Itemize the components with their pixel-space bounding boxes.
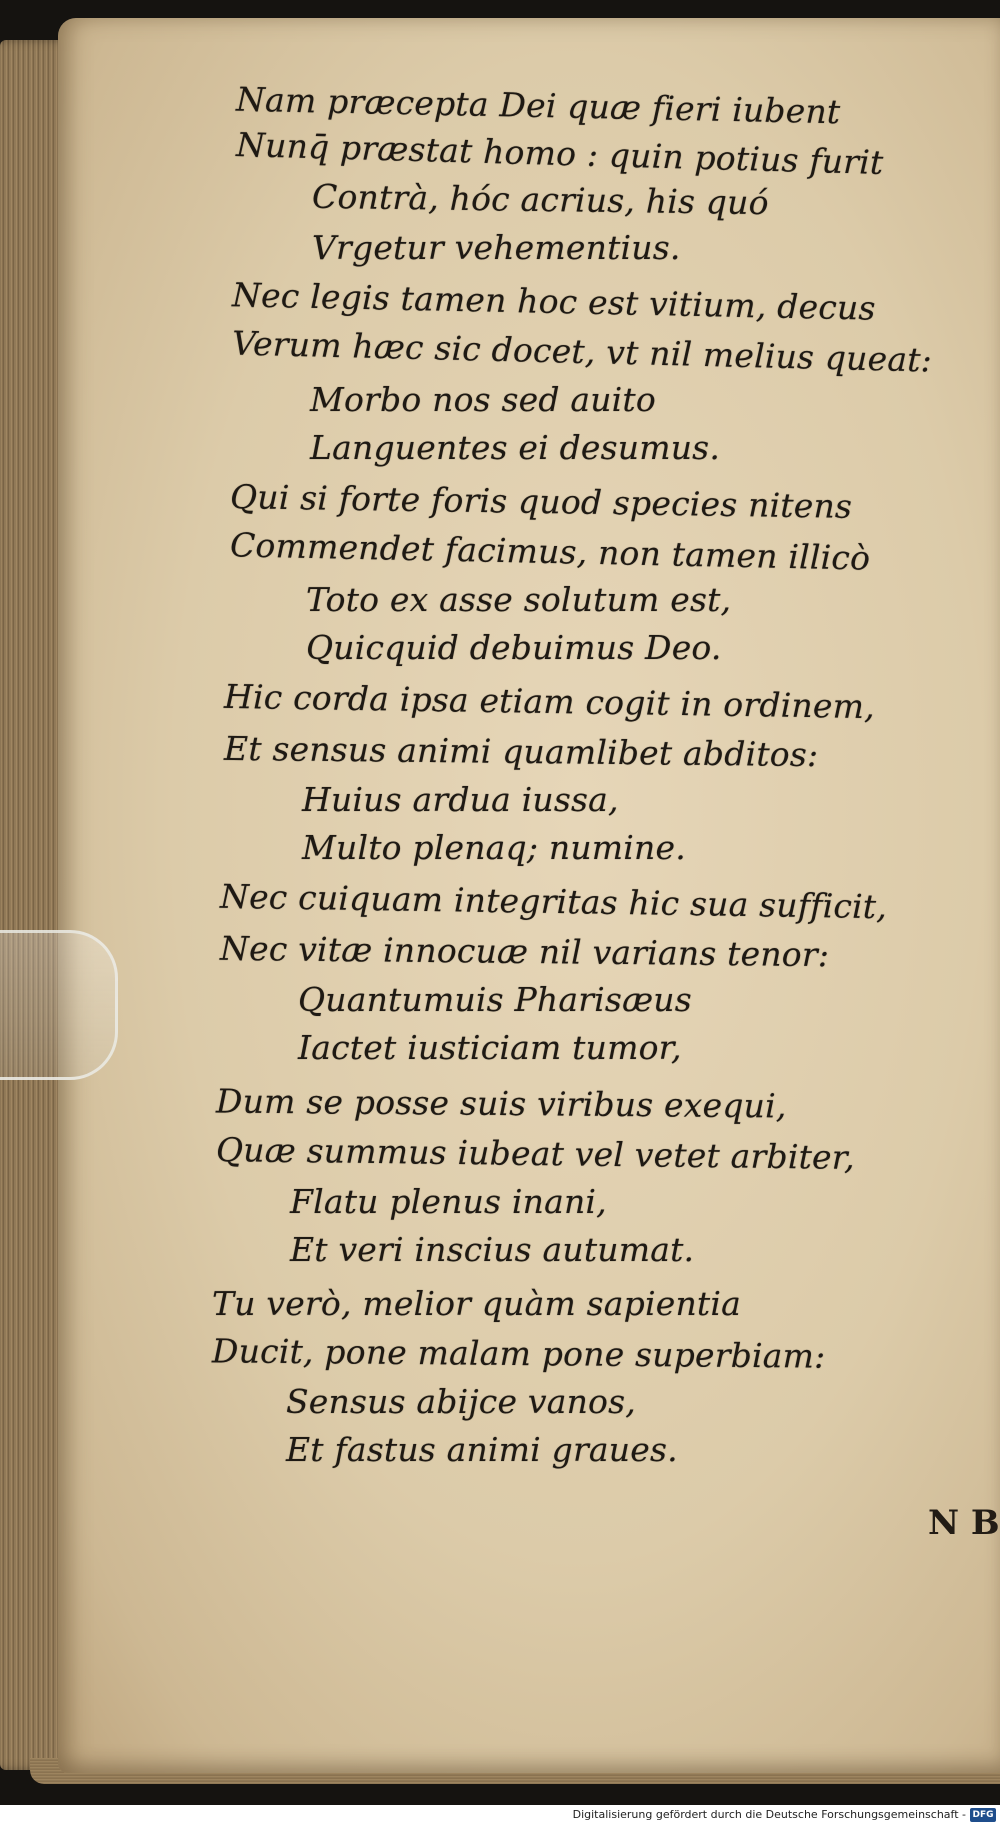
poem-line: Tu verò, melior quàm sapientia <box>212 1284 742 1323</box>
poem-line: Huius ardua iussa, <box>302 780 619 819</box>
poem-line: Contrà, hóc acrius, his quó <box>311 176 769 223</box>
poem-line: Nec legis tamen hoc est vitium, decus <box>231 275 876 328</box>
poem-line: Commendet facimus, non tamen illicò <box>229 525 871 578</box>
poem-line: Qui si forte foris quod species nitens <box>229 477 853 526</box>
dfg-logo: DFG <box>970 1808 996 1822</box>
poem-line: Nunq̄ præstat homo : quin potius furit <box>235 124 884 183</box>
poem-line: Quantumuis Pharisæus <box>298 980 692 1019</box>
poem-line: Quicquid debuimus Deo. <box>306 628 722 667</box>
signature-mark: N B <box>928 1503 1000 1543</box>
poem-line: Languentes ei desumus. <box>310 428 721 467</box>
poem-line: Hic corda ipsa etiam cogit in ordinem, <box>223 676 876 727</box>
poem-line: Sensus abijce vanos, <box>286 1382 636 1421</box>
poem-line: Dum se posse suis viribus exequi, <box>215 1081 787 1126</box>
poem-line: Nam præcepta Dei quæ fieri iubent <box>235 79 841 132</box>
poem-line: Nec cuiquam integritas hic sua sufficit, <box>219 876 888 927</box>
poem-line: Iactet iusticiam tumor, <box>298 1028 682 1067</box>
poem-line: Multo plenaq; numine. <box>302 828 686 867</box>
poem-line: Nec vitæ innocuæ nil varians tenor: <box>219 928 830 975</box>
poem-line: Vrgetur vehementius. <box>312 228 681 267</box>
footer-credit: Digitalisierung gefördert durch die Deutsche Forschungsgemeinschaft - <box>572 1808 966 1821</box>
poem-line: Ducit, pone malam pone superbiam: <box>211 1331 826 1376</box>
poem-line: Et veri inscius autumat. <box>290 1230 695 1269</box>
poem-line: Et fastus animi graues. <box>286 1430 678 1469</box>
poem-line: Verum hæc sic docet, vt nil melius queat: <box>231 323 933 380</box>
poem-line: Flatu plenus inani, <box>290 1182 607 1221</box>
poem-line: Et sensus animi quamlibet abditos: <box>223 728 819 775</box>
poem-line: Morbo nos sed auito <box>310 380 656 419</box>
poem-line: Quæ summus iubeat vel vetet arbiter, <box>215 1130 856 1177</box>
poem-line: Toto ex asse solutum est, <box>306 580 732 619</box>
